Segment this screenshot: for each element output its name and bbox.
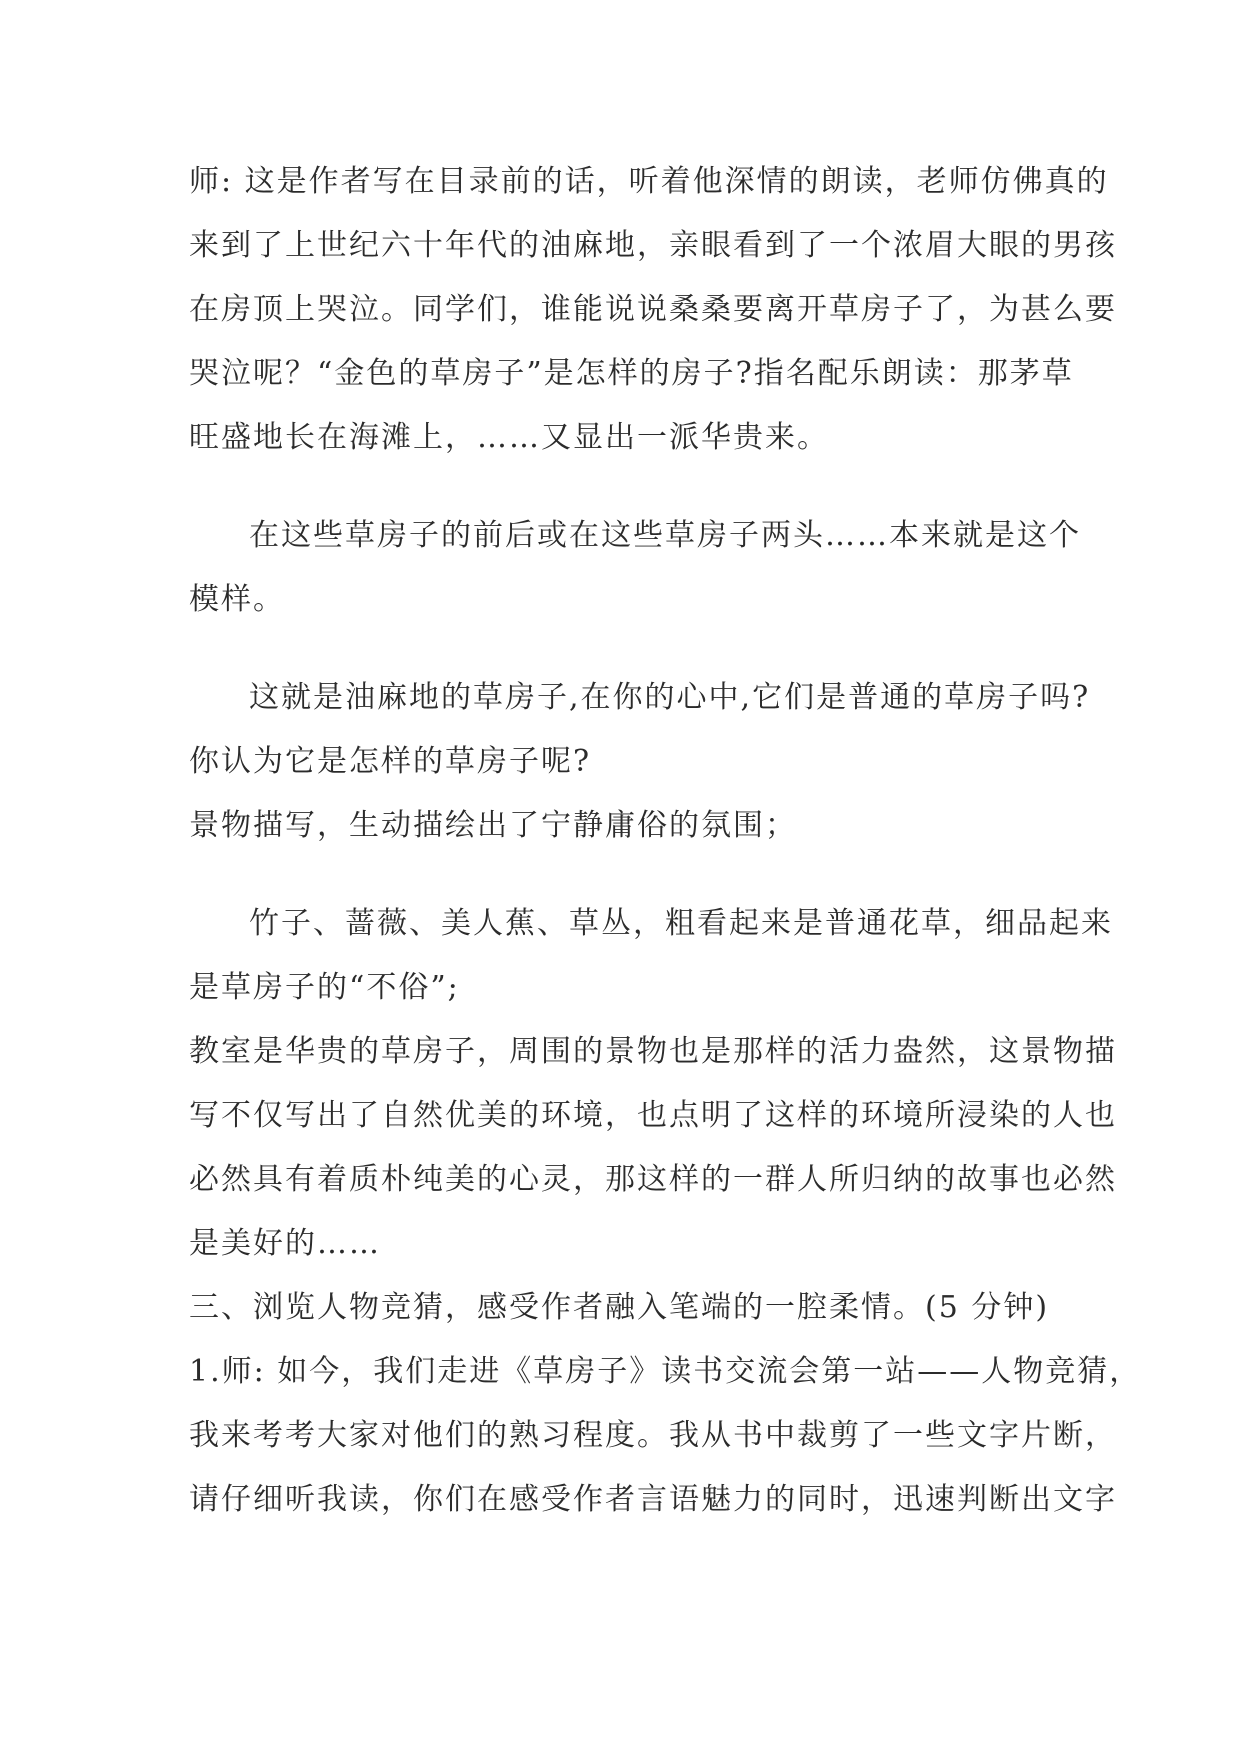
- text-line: 在这些草房子的前后或在这些草房子两头……本来就是这个: [249, 518, 1081, 553]
- section-heading: [189, 1276, 1069, 1340]
- text-line: 写不仅写出了自然优美的环境，也点明了这样的环境所浸染的人也: [189, 1098, 1117, 1133]
- text-line: 1.师: 如今，我们走进《草房子》读书交流会第一站——人物竞猜，: [189, 1354, 1142, 1389]
- paragraph-scenery: [189, 794, 1069, 858]
- text-line: 是美好的……: [189, 1226, 381, 1261]
- text-line: 这就是油麻地的草房子,在你的心中,它们是普通的草房子吗?: [249, 680, 1091, 715]
- text-line: 请仔细听我读，你们在感受作者言语魅力的同时，迅速判断出文字: [189, 1482, 1117, 1517]
- paragraph-plants: [189, 892, 1113, 1020]
- text-line: 是草房子的“不俗”;: [189, 970, 460, 1005]
- paragraph-classroom: [189, 1020, 1117, 1276]
- text-line: 竹子、蔷薇、美人蕉、草丛，粗看起来是普通花草，细品起来: [249, 906, 1113, 941]
- text-line: 哭泣呢？“金色的草房子”是怎样的房子?指名配乐朗读：那茅草: [189, 356, 1074, 391]
- paragraph-teacher-intro: [189, 150, 1117, 470]
- text-line: 来到了上世纪六十年代的油麻地，亲眼看到了一个浓眉大眼的男孩: [189, 228, 1117, 263]
- text-line: 旺盛地长在海滩上，……又显出一派华贵来。: [189, 420, 829, 455]
- text-line: 师: 这是作者写在目录前的话，听着他深情的朗读，老师仿佛真的: [189, 164, 1109, 199]
- text-line: 景物描写，生动描绘出了宁静庸俗的氛围；: [189, 808, 797, 843]
- text-line: 你认为它是怎样的草房子呢?: [189, 744, 592, 779]
- text-line: 必然具有着质朴纯美的心灵，那这样的一群人所归纳的故事也必然: [189, 1162, 1117, 1197]
- paragraph-activity: [189, 1340, 1142, 1532]
- paragraph-question: [189, 666, 1091, 794]
- text-line: 在房顶上哭泣。同学们，谁能说说桑桑要离开草房子了，为甚么要: [189, 292, 1117, 327]
- text-line: 教室是华贵的草房子，周围的景物也是那样的活力盎然，这景物描: [189, 1034, 1117, 1069]
- text-line: 三、浏览人物竞猜，感受作者融入笔端的一腔柔情。(5 分钟): [189, 1290, 1050, 1325]
- document-page: [189, 150, 1142, 1532]
- paragraph-grass-house-quote: [189, 504, 1081, 632]
- text-line: 我来考考大家对他们的熟习程度。我从书中裁剪了一些文字片断，: [189, 1418, 1117, 1453]
- text-line: 模样。: [189, 582, 285, 617]
